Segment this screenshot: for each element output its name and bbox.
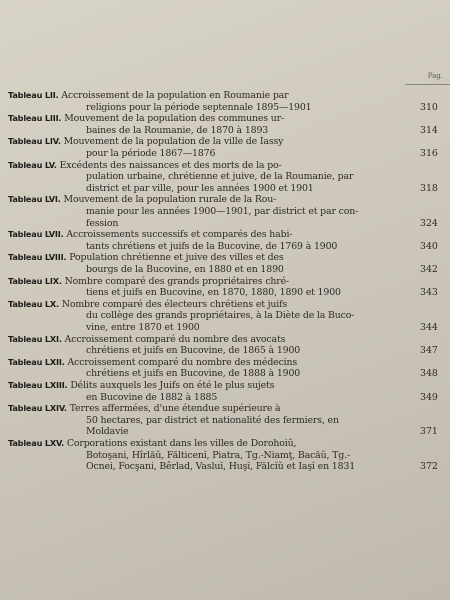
toc-entry xyxy=(8,438,406,473)
toc-entry-text: Excédents des naissances et des morts de la po- xyxy=(59,159,282,171)
toc-entry-line xyxy=(8,357,406,369)
toc-entry-text: Corporations existant dans les villes de Dorohoiŭ, xyxy=(66,438,297,449)
toc-entry-text: Accroissement comparé du nombre des avocats xyxy=(64,333,286,345)
toc-entry xyxy=(8,90,406,113)
toc-entry xyxy=(8,276,406,299)
toc-entry-line xyxy=(8,113,406,125)
toc-entry xyxy=(8,334,406,357)
toc-entry xyxy=(8,403,406,438)
toc-entry-text: chrétiens et juifs en Bucovine, de 1865 à 1900 xyxy=(86,345,301,357)
toc-page-number: 324 xyxy=(420,217,438,229)
toc-entry-label: Tableau LV. xyxy=(8,159,57,170)
toc-entry-line xyxy=(8,241,406,253)
toc-entry-text: Accroissements successifs et comparés des habi- xyxy=(66,229,293,241)
toc-entry-line xyxy=(8,160,406,172)
toc-entry-line xyxy=(8,183,406,195)
toc-entry xyxy=(8,160,406,195)
toc-entry-line xyxy=(8,125,406,137)
toc-entry-label: Tableau LXV. xyxy=(8,438,64,448)
toc-entry-label: Tableau LXI. xyxy=(8,333,62,344)
toc-entry-label: Tableau LXIII. xyxy=(8,380,68,390)
toc-entry-text: Mouvement de la population rurale de la Rou- xyxy=(63,194,277,206)
toc-entry xyxy=(8,380,406,403)
toc-entry-line xyxy=(8,368,406,380)
toc-entry xyxy=(8,194,406,229)
toc-entry-label: Tableau LIII. xyxy=(8,113,62,124)
toc-entry-line xyxy=(8,310,406,322)
toc-entry-label: Tableau LIV. xyxy=(8,136,61,147)
toc-entry-line xyxy=(8,148,406,160)
toc-entry-line xyxy=(8,136,406,148)
toc-entry-text: en Bucovine de 1882 à 1885 xyxy=(86,391,218,403)
toc-page-number: 347 xyxy=(420,345,438,357)
toc-entry-line xyxy=(8,194,406,206)
toc-page-number: 310 xyxy=(420,101,438,113)
toc-entry-line xyxy=(8,287,406,299)
toc-entry-text: Nombre comparé des grands propriétaires chré- xyxy=(64,275,290,287)
toc-entry-line xyxy=(8,218,406,230)
toc-page-number: 340 xyxy=(420,240,438,252)
toc-entry-text: tiens et juifs en Bucovine, en 1870, 1880, 1890 et 1900 xyxy=(86,287,341,299)
toc-page-number: 343 xyxy=(420,287,438,299)
toc-entry-label: Tableau LIX. xyxy=(8,275,62,286)
toc-page-number: 314 xyxy=(420,124,438,136)
toc-entry-text: Population chrétienne et juive des villes et des xyxy=(69,252,284,264)
toc-entry-text: tants chrétiens et juifs de la Bucovine, de 1769 à 1900 xyxy=(86,240,338,252)
toc-entry-label: Tableau LVIII. xyxy=(8,252,67,263)
toc-entry-text: Botoşani, Hîrlăŭ, Fălticenĭ, Piatra, Tg.-Niamţ, Bacăŭ, Tg.- xyxy=(86,449,350,461)
toc-entry-text: bourgs de la Bucovine, en 1880 et en 1890 xyxy=(86,263,284,275)
toc-page-number: 372 xyxy=(420,461,438,473)
toc-entry-text: Moldavie xyxy=(86,426,129,438)
toc-entry-text: Délits auxquels les Juifs on été le plus sujets xyxy=(70,380,275,391)
toc-entry-line xyxy=(8,345,406,357)
toc-entry-line xyxy=(8,392,406,404)
toc-entry-text: Nombre comparé des électeurs chrétiens et juifs xyxy=(61,298,288,310)
toc-entry-line xyxy=(8,426,406,438)
toc-entry xyxy=(8,136,406,159)
toc-entry-line xyxy=(8,334,406,346)
toc-entry-line xyxy=(8,461,406,473)
toc-entry-label: Tableau LII. xyxy=(8,90,59,100)
toc-entry-label: Tableau LXII. xyxy=(8,356,65,367)
toc-entry-line xyxy=(8,415,406,427)
toc-entry xyxy=(8,357,406,380)
toc-entry-text: Mouvement de la population des communes ur- xyxy=(64,113,285,125)
toc-entry-line xyxy=(8,171,406,183)
toc-entry-line xyxy=(8,206,406,218)
toc-entry-text: 50 hectares, par district et nationalité des fermiers, en xyxy=(86,414,339,426)
toc-entry-text: Accroissement de la population en Roumanie par xyxy=(61,90,289,101)
toc-page-number: 371 xyxy=(420,426,438,438)
toc-page-number: 318 xyxy=(420,182,438,194)
toc-entry-text: chrétiens et juifs en Bucovine, de 1888 à 1900 xyxy=(86,368,301,380)
toc-page-number: 344 xyxy=(420,322,438,333)
toc-entry-text: vine, entre 1870 et 1900 xyxy=(86,321,200,333)
toc-entry-line xyxy=(8,322,406,334)
page-column-header: Pag. xyxy=(427,72,443,80)
toc-entry-line xyxy=(8,403,406,415)
toc-entry xyxy=(8,229,406,252)
toc-entry-line xyxy=(8,229,406,241)
toc-entry-text: Accroissement comparé du nombre des médecins xyxy=(67,356,298,368)
toc-entry-line xyxy=(8,264,406,276)
toc-entry-text: manie pour les années 1900—1901, par district et par con- xyxy=(86,205,359,217)
toc-entry-line xyxy=(8,252,406,264)
toc-page-number: 342 xyxy=(420,264,438,275)
toc-entry-label: Tableau LVI. xyxy=(8,194,61,205)
toc-entry-label: Tableau LXIV. xyxy=(8,403,67,414)
toc-entry-line xyxy=(8,90,406,102)
toc-entry-text: baines de la Roumanie, de 1870 à 1893 xyxy=(86,124,269,136)
toc-page-number: 349 xyxy=(420,391,438,403)
toc-entry-text: Mouvement de la population de la ville de Iassy xyxy=(63,136,284,148)
toc-entry-line xyxy=(8,450,406,462)
toc-entry-text: district et par ville, pour les années 1900 et 1901 xyxy=(86,182,314,194)
toc-entry xyxy=(8,299,406,334)
toc-entry xyxy=(8,252,406,275)
toc-entry xyxy=(8,113,406,136)
toc-entry-line xyxy=(8,299,406,311)
toc-entry-line xyxy=(8,102,406,114)
header-rule xyxy=(405,84,450,85)
toc-entry-text: du collège des grands propriétaires, à la Diète de la Buco- xyxy=(86,310,355,322)
toc-page-number: 348 xyxy=(420,368,438,380)
toc-entry-line xyxy=(8,438,406,450)
toc-entry-text: Terres affermées, d'une étendue supérieure à xyxy=(69,403,281,415)
toc-entry-line xyxy=(8,276,406,288)
toc-entry-text: pour la période 1867—1876 xyxy=(86,147,216,159)
toc-entry-text: fession xyxy=(86,217,119,229)
toc-entry-text: Ocnei, Focşani, Bêrlad, Vasluĭ, Huşĭ, Fălcĭŭ et Iaşĭ en 1831 xyxy=(86,461,356,473)
toc-entry-label: Tableau LX. xyxy=(8,298,59,309)
toc-entry-label: Tableau LVII. xyxy=(8,229,64,240)
toc-entry-text: religions pour la période septennale 1895—1901 xyxy=(86,101,312,113)
toc-page-number: 316 xyxy=(420,148,438,159)
toc-entry-line xyxy=(8,380,406,392)
toc-entry-text: pulation urbaine, chrétienne et juive, de la Roumanie, par xyxy=(86,171,354,183)
